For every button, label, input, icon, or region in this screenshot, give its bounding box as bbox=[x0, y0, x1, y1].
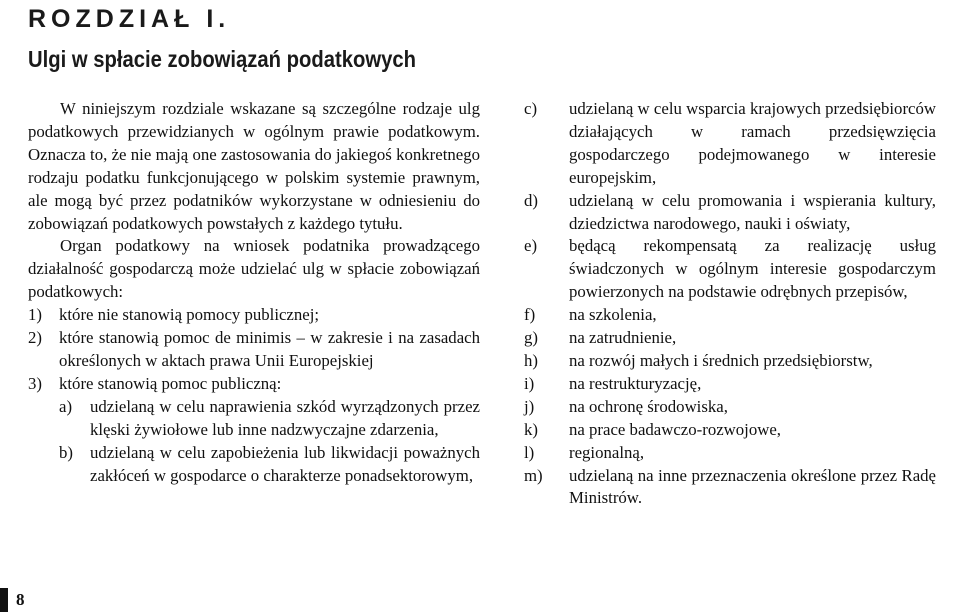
list-text: na szkolenia, bbox=[569, 305, 657, 325]
sublist-item bbox=[59, 442, 480, 488]
sublist-item bbox=[524, 327, 936, 350]
sublist-item bbox=[524, 304, 936, 327]
list-text: będącą rekompensatą za realizację usług świadczonych w ogólnym interesie gospodarczym powierzonych na podstawie odrębnych przepisów, bbox=[569, 236, 936, 302]
list-marker: k) bbox=[524, 419, 538, 439]
list-text: które nie stanowią pomocy publicznej; bbox=[59, 305, 320, 325]
sublist-item bbox=[524, 465, 936, 511]
list-marker: e) bbox=[524, 236, 538, 256]
sublist-item bbox=[524, 419, 936, 442]
list-marker: b) bbox=[59, 442, 73, 462]
list-marker: c) bbox=[524, 99, 538, 118]
list-text: na rozwój małych i średnich przedsiębiorstw, bbox=[569, 350, 873, 370]
left-column bbox=[28, 98, 480, 487]
page-marker-bar bbox=[0, 588, 8, 612]
list-marker: 1) bbox=[28, 305, 42, 325]
list-marker: l) bbox=[524, 442, 535, 462]
intro-paragraph: W niniejszym rozdziale wskazane są szczególne rodzaje ulg podatkowych przewidzianych w ogólnym prawie podatkowym. Oznacza to, że nie mają one zastosowania do jakiegoś konkretnego rodzaju podatku funkcjonującego w polskim systemie prawnym, ale mogą być przez podatników wykorzystane w odniesieniu do zobowiązań podatkowych powstałych z każdego tytułu. bbox=[28, 99, 480, 233]
chapter-title: Ulgi w spłacie zobowiązań podatkowych bbox=[28, 46, 417, 72]
list-text: które stanowią pomoc publiczną: bbox=[59, 373, 282, 393]
page-footer bbox=[0, 588, 25, 612]
list-text: udzielaną w celu wsparcia krajowych przedsiębiorców działających w ramach przedsięwzięcia gospodarczego podejmowanego w interesie europejskim, bbox=[569, 99, 936, 187]
list-text: na zatrudnienie, bbox=[569, 328, 677, 348]
chapter-label: ROZDZIAŁ I. bbox=[28, 5, 231, 33]
list-item bbox=[28, 327, 480, 373]
list-marker: 3) bbox=[28, 373, 42, 393]
page-number: 8 bbox=[16, 590, 25, 609]
list-item bbox=[28, 304, 480, 327]
sublist-item bbox=[524, 396, 936, 419]
organ-paragraph: Organ podatkowy na wniosek podatnika prowadzącego działalność gospodarczą może udzielać ulg w spłacie zobowiązań podatkowych: bbox=[28, 236, 480, 302]
list-text: na prace badawczo-rozwojowe, bbox=[569, 419, 781, 439]
list-text: udzielaną na inne przeznaczenia określone przez Radę Ministrów. bbox=[569, 465, 936, 508]
sublist-item bbox=[524, 350, 936, 373]
sublist-item bbox=[59, 396, 480, 442]
list-text: na ochronę środowiska, bbox=[569, 396, 728, 416]
list-marker: d) bbox=[524, 190, 538, 210]
sublist-item bbox=[524, 190, 936, 236]
right-column bbox=[524, 98, 936, 510]
list-marker: 2) bbox=[28, 328, 42, 348]
list-marker: f) bbox=[524, 305, 536, 325]
list-marker: a) bbox=[59, 396, 73, 416]
list-text: regionalną, bbox=[569, 442, 645, 462]
list-text: które stanowią pomoc de minimis – w zakresie i na zasadach określonych w aktach prawa Unii Europejskiej bbox=[59, 328, 480, 370]
list-item bbox=[28, 373, 480, 396]
list-text: udzielaną w celu zapobieżenia lub likwidacji poważnych zakłóceń w gospodarce o charakterze ponadsektorowym, bbox=[90, 442, 480, 485]
sublist-item bbox=[524, 373, 936, 396]
list-text: na restrukturyzację, bbox=[569, 373, 702, 393]
sublist-item bbox=[524, 442, 936, 465]
list-text: udzielaną w celu promowania i wspierania kultury, dziedzictwa narodowego, nauki i oświaty, bbox=[569, 190, 936, 233]
list-marker: j) bbox=[524, 396, 535, 416]
sublist-item bbox=[524, 235, 936, 304]
list-marker: m) bbox=[524, 465, 543, 485]
list-marker: g) bbox=[524, 328, 538, 348]
list-marker: i) bbox=[524, 373, 535, 393]
list-marker: h) bbox=[524, 350, 538, 370]
list-text: udzielaną w celu naprawienia szkód wyrządzonych przez klęski żywiołowe lub inne nadzwyczajne zdarzenia, bbox=[90, 396, 480, 439]
sublist-item bbox=[524, 98, 936, 190]
